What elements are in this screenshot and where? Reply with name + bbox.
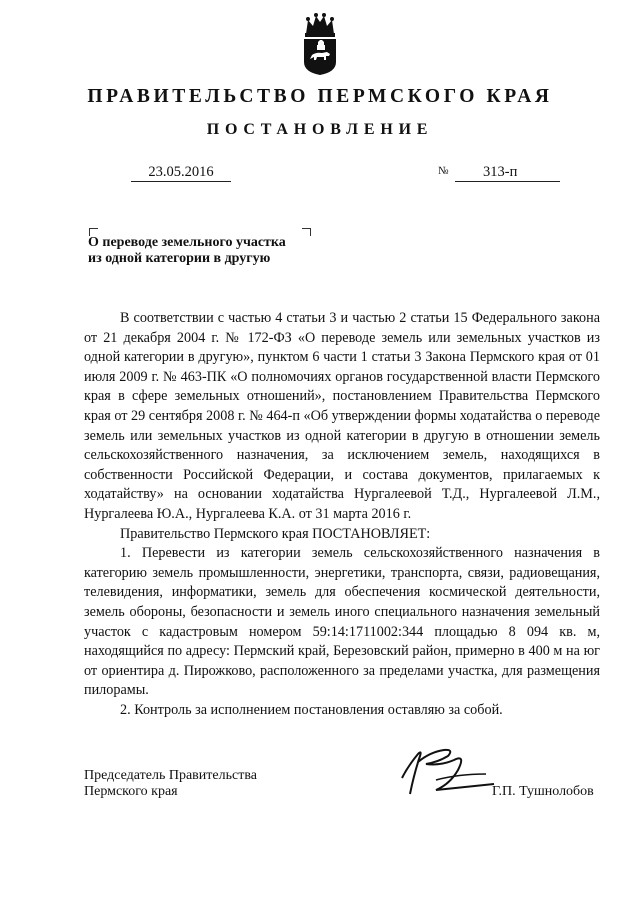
document-subject — [88, 235, 328, 267]
signer-position — [84, 768, 257, 800]
preamble-paragraph: В соответствии с частью 4 статьи 3 и частью 2 статьи 15 Федерального закона от 21 декабря 2004 г. № 172-ФЗ «О переводе земель или земельных участков из одной категории в другую», пунктом 6 части 1 статьи 3 Закона Пермского края от 01 июля 2009 г. № 463-ПК «О полномочиях органов государственной власти Пермского края в сфере земельных отношений», постановлением Правительства Пермского края от 29 сентября 2008 г. № 464-п «Об утверждении формы ходатайства о переводе земель или земельных участков из одной категории в другую в отношении земель сельскохозяйственного назначения, за исключением земель, находящихся в собственности Российской Федерации, и состава документов, прилагаемых к ходатайству» на основании ходатайства Нургалеевой Т.Д., Нургалеевой Л.М., Нургалеева Ю.А., Нургалеева К.А. от 31 марта 2016 г. — [84, 310, 600, 522]
clause-2-paragraph: 2. Контроль за исполнением постановления оставляю за собой. — [120, 701, 503, 718]
signer-position-line-1: Председатель Правительства — [84, 768, 257, 783]
clause-1-paragraph: 1. Перевести из категории земель сельскохозяйственного назначения в категорию земель промышленности, энергетики, транспорта, связи, радиовещания, телевидения, информатики, земель для обеспечения космической деятельности, земель обороны, безопасности и земель иного специального назначения земельный участок с кадастровым номером 59:14:1711002:344 площадью 8 094 кв. м, находящийся по адресу: Пермский край, Березовский район, примерно в 400 м на юг от ориентира д. Пирожково, расположенного за пределами участка, для размещения пилорамы. — [84, 545, 600, 699]
subject-line-1: О переводе земельного участка — [88, 235, 286, 250]
perm-krai-coat-of-arms-icon — [302, 12, 338, 76]
document-type-title: ПОСТАНОВЛЕНИЕ — [206, 121, 434, 138]
organization-title: ПРАВИТЕЛЬСТВО ПЕРМСКОГО КРАЯ — [87, 86, 553, 107]
signer-name: Г.П. Тушнолобов — [492, 784, 594, 799]
document-body — [84, 309, 600, 720]
handwritten-signature — [396, 744, 496, 802]
document-date: 23.05.2016 — [131, 163, 231, 182]
subject-line-2: из одной категории в другую — [88, 251, 271, 266]
document-number: 313-п — [455, 163, 560, 182]
signer-position-line-2: Пермского края — [84, 784, 178, 799]
number-mark: № — [438, 165, 449, 177]
resolution-paragraph: Правительство Пермского края ПОСТАНОВЛЯЕТ: — [120, 525, 431, 542]
